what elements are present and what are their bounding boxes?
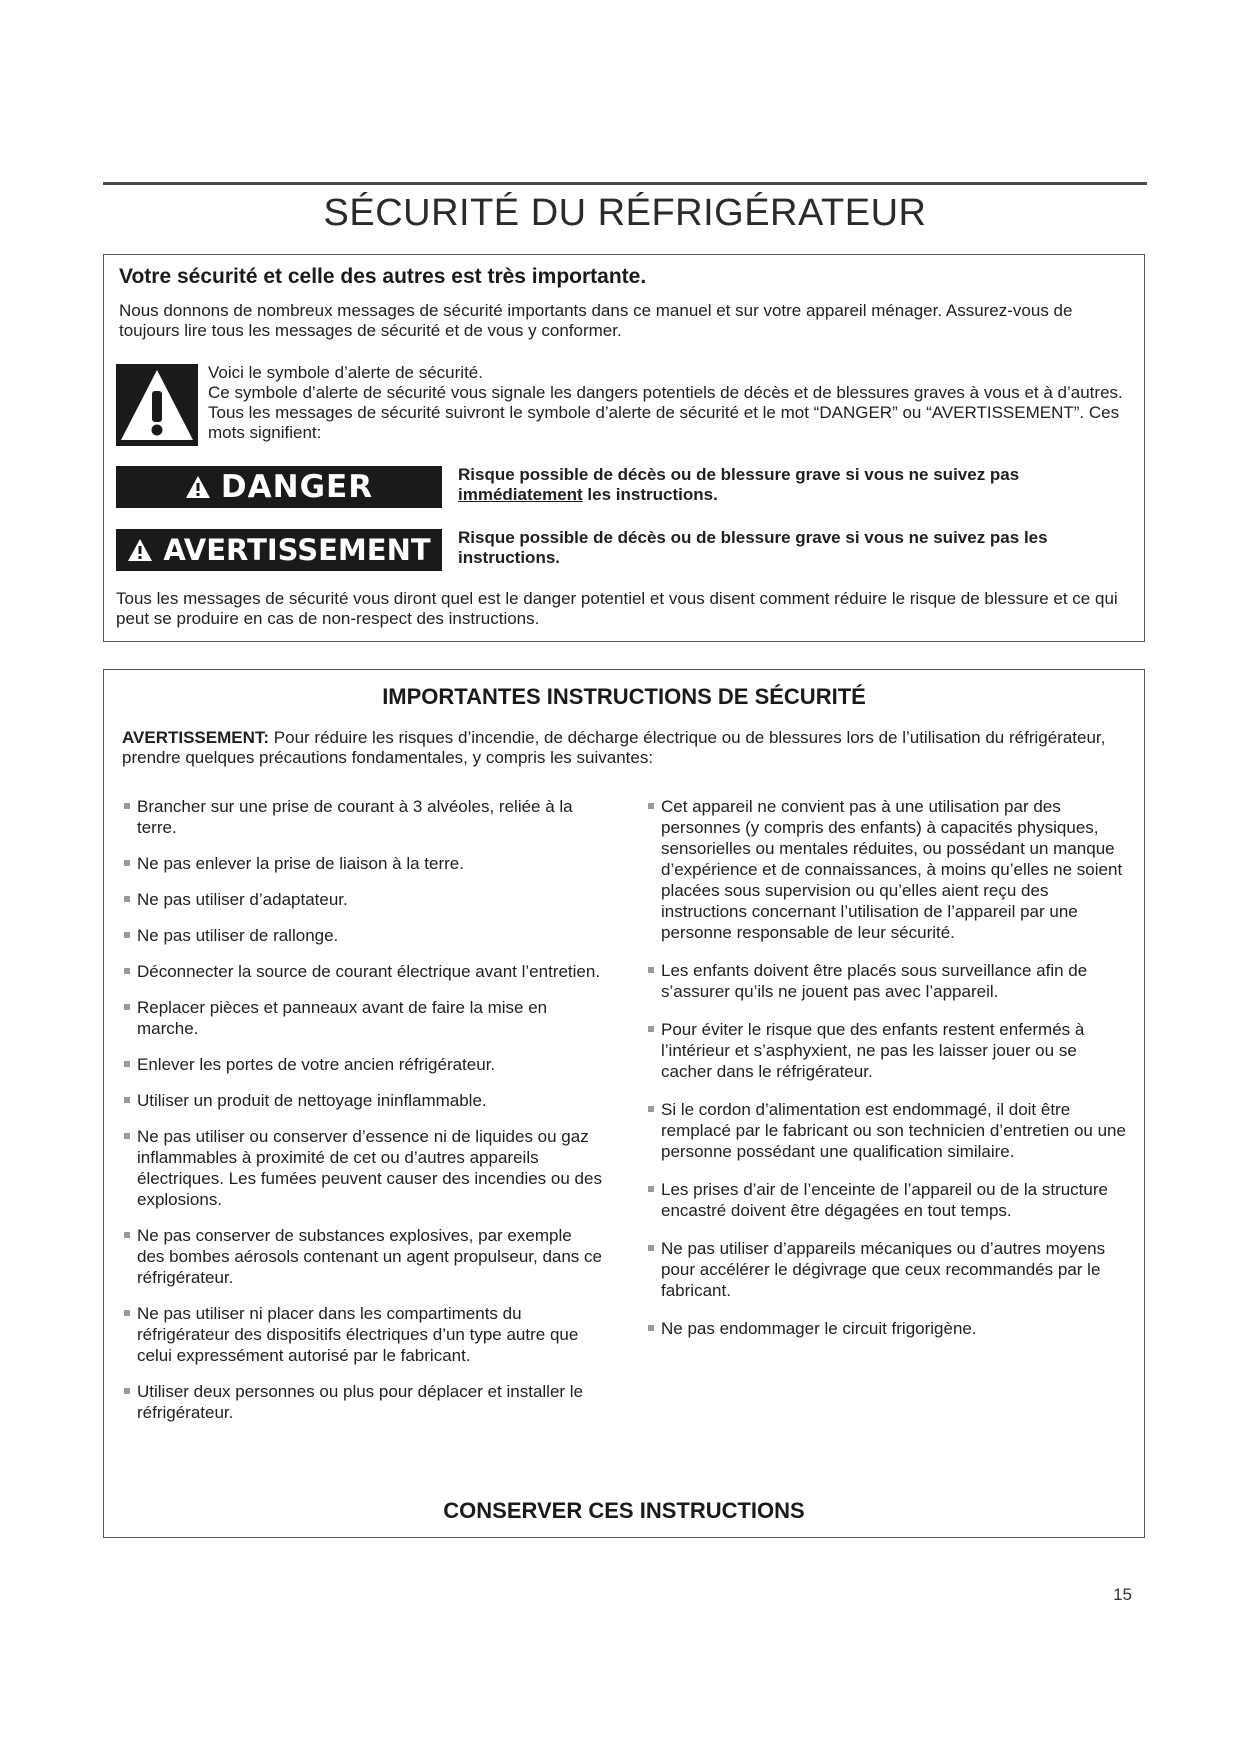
- safety-alert-icon: [116, 364, 198, 446]
- danger-label: DANGER: [220, 469, 374, 505]
- list-item: Ne pas utiliser d’appareils mécaniques ou d’autres moyens pour accélérer le dégivrage que ceux recommandés par le fabricant.: [646, 1238, 1126, 1301]
- list-item: Utiliser deux personnes ou plus pour déplacer et installer le réfrigérateur.: [122, 1381, 602, 1423]
- list-item: Replacer pièces et panneaux avant de faire la mise en marche.: [122, 997, 602, 1039]
- symbol-line-1: Voici le symbole d’alerte de sécurité.: [208, 363, 483, 382]
- important-instructions-box: [103, 669, 1145, 1538]
- warning-description: Risque possible de décès ou de blessure grave si vous ne suivez pas les instructions.: [458, 528, 1048, 567]
- warning-triangle-icon: [185, 475, 211, 499]
- list-item: Ne pas enlever la prise de liaison à la terre.: [122, 853, 602, 874]
- list-item: Utiliser un produit de nettoyage ininflammable.: [122, 1090, 602, 1111]
- list-item: Les enfants doivent être placés sous surveillance afin de s’assurer qu’ils ne jouent pas avec l’appareil.: [646, 960, 1126, 1002]
- list-item: Ne pas utiliser d’adaptateur.: [122, 889, 602, 910]
- safety-message-box: [103, 254, 1145, 642]
- instructions-warning: AVERTISSEMENT: Pour réduire les risques d’incendie, de décharge électrique ou de blessures lors de l’utilisation du réfrigérateur, prendre quelques précautions fondamentales, y compris les suivantes:: [122, 728, 1106, 767]
- page-number: 15: [1113, 1585, 1132, 1604]
- safety-heading: Votre sécurité et celle des autres est très importante.: [119, 265, 647, 288]
- list-item: Pour éviter le risque que des enfants restent enfermés à l’intérieur et s’asphyxient, ne pas les laisser jouer ou se cacher dans le réfrigérateur.: [646, 1019, 1126, 1082]
- list-item: Enlever les portes de votre ancien réfrigérateur.: [122, 1054, 602, 1075]
- save-instructions-footer: CONSERVER CES INSTRUCTIONS: [443, 1498, 805, 1523]
- warning-triangle-icon: [127, 538, 153, 562]
- list-item: Ne pas endommager le circuit frigorigène.: [646, 1318, 1126, 1339]
- safety-outro: Tous les messages de sécurité vous diront quel est le danger potentiel et vous disent comment réduire le risque de blessure et ce qui peut se produire en cas de non-respect des instructions.: [116, 589, 1118, 628]
- instructions-right-list: [646, 796, 1126, 1356]
- safety-intro: Nous donnons de nombreux messages de sécurité importants dans ce manuel et sur votre appareil ménager. Assurez-vous de toujours lire tous les messages de sécurité et de vous y conformer.: [119, 301, 1073, 340]
- list-item: Les prises d’air de l’enceinte de l’appareil ou de la structure encastré doivent être dégagées en tout temps.: [646, 1179, 1126, 1221]
- list-item: Si le cordon d’alimentation est endommagé, il doit être remplacé par le fabricant ou son technicien d’entretien ou une personne possédant une qualification similaire.: [646, 1099, 1126, 1162]
- symbol-line-2: Ce symbole d’alerte de sécurité vous signale les dangers potentiels de décès et de blessures graves à vous et à d’autres. Tous les messages de sécurité suivront le symbole d’alerte de sécurité et le mot “DANGER” ou “AVERTISSEMENT”. Ces mots signifient:: [208, 383, 1123, 442]
- instructions-title: IMPORTANTES INSTRUCTIONS DE SÉCURITÉ: [382, 684, 866, 709]
- list-item: Ne pas utiliser ou conserver d’essence ni de liquides ou gaz inflammables à proximité de cet ou d’autres appareils électriques. Les fumées peuvent causer des incendies ou des explosions.: [122, 1126, 602, 1210]
- warning-signal-bar: [116, 529, 442, 571]
- list-item: Brancher sur une prise de courant à 3 alvéoles, reliée à la terre.: [122, 796, 602, 838]
- title-rule: [103, 182, 1147, 185]
- danger-signal-bar: [116, 466, 442, 508]
- list-item: Ne pas conserver de substances explosives, par exemple des bombes aérosols contenant un agent propulseur, dans ce réfrigérateur.: [122, 1225, 602, 1288]
- list-item: Ne pas utiliser ni placer dans les compartiments du réfrigérateur des dispositifs électriques d’un type autre que celui expressément autorisé par le fabricant.: [122, 1303, 602, 1366]
- list-item: Déconnecter la source de courant électrique avant l’entretien.: [122, 961, 602, 982]
- list-item: Ne pas utiliser de rallonge.: [122, 925, 602, 946]
- instructions-left-list: [122, 796, 602, 1438]
- alert-symbol-text: [208, 363, 1128, 443]
- list-item: Cet appareil ne convient pas à une utilisation par des personnes (y compris des enfants) à capacités physiques, sensorielles ou mentales réduites, ou possédant un manque d’expérience et de connaissances, à moins qu’elles ne soient placées sous supervision ou qu’elles aient reçu des instructions concernant l’utilisation de l’appareil par une personne responsable de leur sécurité.: [646, 796, 1126, 943]
- danger-description: Risque possible de décès ou de blessure grave si vous ne suivez pas immédiatement les instructions.: [458, 465, 1020, 504]
- page-title: SÉCURITÉ DU RÉFRIGÉRATEUR: [323, 192, 927, 234]
- warning-label: AVERTISSEMENT: [163, 533, 431, 567]
